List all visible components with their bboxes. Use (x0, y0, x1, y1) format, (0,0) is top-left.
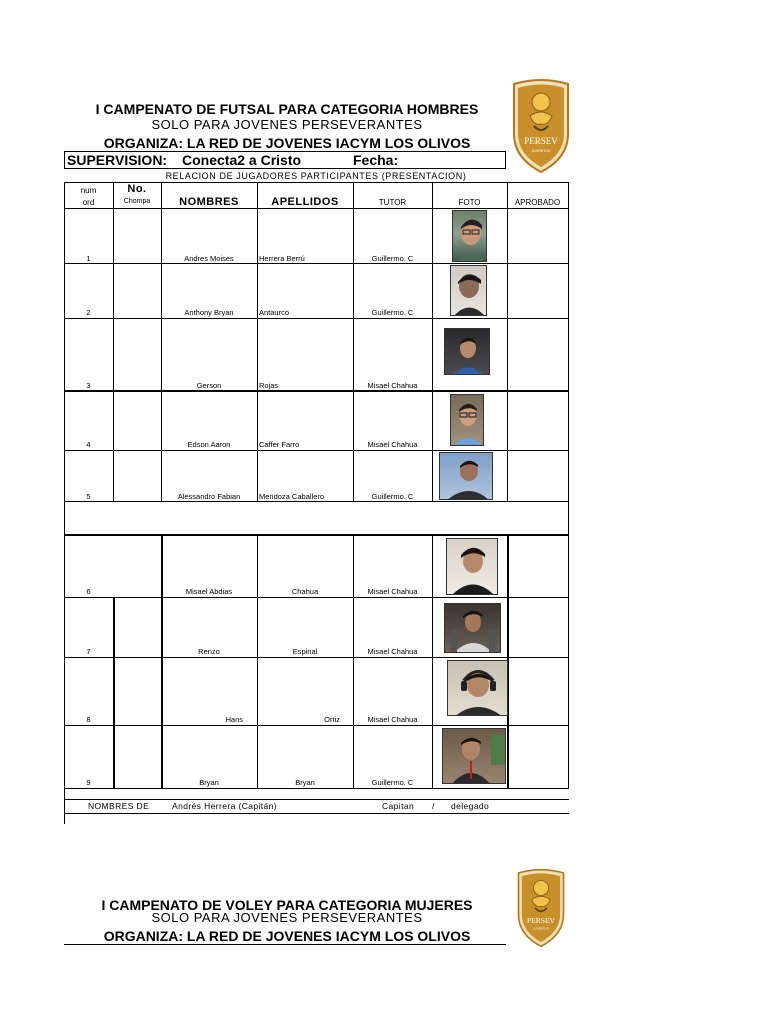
row-ord: 7 (86, 647, 91, 656)
row-ord: 8 (86, 715, 91, 724)
relacion-heading: RELACION DE JUGADORES PARTICIPANTES (PRESENTACION) (165, 171, 467, 181)
header-tutor: TUTOR (378, 198, 407, 207)
voley-subtitle: SOLO PARA JOVENES PERSEVERANTES (151, 910, 423, 925)
row-nombres: Anthony Bryan (184, 308, 234, 317)
logo-subtext: JUVENTUD (533, 926, 549, 931)
header-apellidos: APELLIDOS (271, 196, 339, 208)
row-apellidos: Chahua (291, 587, 319, 596)
logo-subtext: JUVENTUD (531, 149, 551, 153)
player-photo (444, 328, 490, 375)
row-nombres: Hans (225, 715, 243, 724)
row-tutor: Guillermo. C (371, 254, 414, 263)
persev-logo (510, 78, 572, 174)
row-nombres: Gerson (196, 381, 222, 390)
voley-title: I CAMPENATO DE VOLEY PARA CATEGORIA MUJERES (101, 897, 473, 913)
row-ord: 3 (86, 381, 91, 390)
player-photo (447, 660, 508, 716)
voley-organiza: ORGANIZA: LA RED DE JOVENES IACYM LOS OLIVOS (103, 928, 471, 944)
header-aprobado: APROBADO (514, 198, 561, 207)
row-apellidos: Rojas (259, 381, 279, 390)
logo-text: PERSEV (524, 136, 558, 146)
supervision-value: Conecta2 a Cristo (182, 152, 302, 168)
row-tutor: Misael Chahua (367, 381, 418, 390)
supervision-box (64, 151, 506, 169)
row-ord: 4 (86, 440, 91, 449)
row-tutor: Guillermo. C (371, 492, 414, 501)
row-ord: 2 (86, 308, 91, 317)
row-nombres: Edson Aaron (187, 440, 231, 449)
header-ord: ord (82, 198, 95, 207)
supervision-label: SUPERVISION: (67, 152, 168, 168)
player-photo (442, 728, 506, 784)
player-photo (452, 210, 487, 262)
header-chompa: Chompa (123, 198, 151, 205)
row-tutor: Misael Chahua (367, 587, 418, 596)
header-nombres: NOMBRES (179, 196, 239, 208)
row-tutor: Guillermo. C (371, 778, 414, 787)
row-apellidos: Bryan (295, 778, 315, 787)
row-ord: 5 (86, 492, 91, 501)
header-num: num (80, 186, 97, 195)
row-apellidos: Mendoza Caballero (259, 492, 325, 501)
row-nombres: Alessandro Fabian (177, 492, 241, 501)
fecha-label: Fecha: (353, 152, 399, 168)
futsal-organiza: ORGANIZA: LA RED DE JOVENES IACYM LOS OLIVOS (103, 135, 471, 151)
player-photo (450, 394, 484, 446)
row-apellidos: Herrera Berrú (259, 254, 305, 263)
row-apellidos: Caffer Farro (259, 440, 300, 449)
footer-capitan: Capitan (382, 801, 415, 811)
row-tutor: Misael Chahua (367, 715, 418, 724)
row-nombres: Bryan (199, 778, 219, 787)
player-photo (450, 265, 487, 316)
footer-capitan-name: Andrés Herrera (Capitán) (172, 801, 278, 811)
row-tutor: Guillermo. C (371, 308, 414, 317)
row-tutor: Misael Chahua (367, 647, 418, 656)
footer-nombres-de: NOMBRES DE (88, 801, 150, 811)
futsal-subtitle: SOLO PARA JOVENES PERSEVERANTES (151, 117, 423, 132)
logo-text: PERSEV (527, 916, 555, 925)
row-ord: 9 (86, 778, 91, 787)
footer-delegado: delegado (451, 801, 490, 811)
player-photo (439, 452, 493, 500)
row-ord: 6 (86, 587, 91, 596)
header-foto: FOTO (458, 198, 481, 207)
futsal-title: I CAMPENATO DE FUTSAL PARA CATEGORIA HOMBRES (95, 101, 479, 117)
persev-logo (510, 868, 572, 948)
player-photo (446, 538, 498, 595)
row-ord: 1 (86, 254, 91, 263)
header-no: No. (127, 183, 147, 195)
row-apellidos: Ortiz (324, 715, 340, 724)
row-nombres: Renzo (198, 647, 220, 656)
player-photo (444, 603, 501, 653)
row-nombres: Andres Moises (184, 254, 234, 263)
row-apellidos: Espinal (292, 647, 318, 656)
row-apellidos: Antaurco (259, 308, 290, 317)
footer-slash: / (432, 801, 435, 811)
row-tutor: Misael Chahua (367, 440, 418, 449)
row-nombres: Misael Abdias (185, 587, 233, 596)
